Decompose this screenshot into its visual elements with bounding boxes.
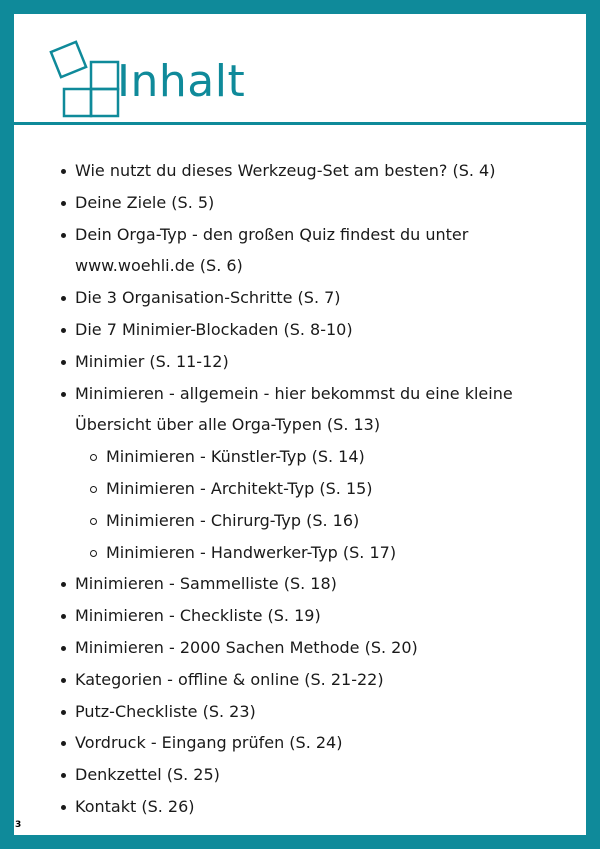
page-title: Inhalt <box>117 56 246 107</box>
toc-item: Deine Ziele (S. 5) <box>14 187 586 219</box>
toc-subitem: Minimieren - Architekt-Typ (S. 15) <box>14 473 586 505</box>
toc-item-continuation: Übersicht über alle Orga-Typen (S. 13) <box>75 415 381 435</box>
toc-subitem: Minimieren - Chirurg-Typ (S. 16) <box>14 505 586 537</box>
stacked-squares-logo-icon <box>46 38 126 118</box>
toc-item: Minimieren - Checkliste (S. 19) <box>14 600 586 632</box>
toc-subitem: Minimieren - Handwerker-Typ (S. 17) <box>14 537 586 569</box>
document-page <box>14 14 586 835</box>
toc-item-continuation: www.woehli.de (S. 6) <box>75 256 243 276</box>
toc-item: Dein Orga-Typ - den großen Quiz findest du unter <box>14 219 586 251</box>
toc-item: Putz-Checkliste (S. 23) <box>14 696 586 728</box>
toc-item: Wie nutzt du dieses Werkzeug-Set am besten? (S. 4) <box>14 155 586 187</box>
page-number: 3 <box>15 820 22 830</box>
table-of-contents <box>14 155 586 823</box>
header-divider <box>14 122 586 125</box>
toc-item: Die 7 Minimier-Blockaden (S. 8-10) <box>14 314 586 346</box>
toc-item: Minimieren - allgemein - hier bekommst du eine kleine <box>14 378 586 410</box>
toc-item: Vordruck - Eingang prüfen (S. 24) <box>14 727 586 759</box>
toc-item: Minimieren - Sammelliste (S. 18) <box>14 568 586 600</box>
toc-item: Die 3 Organisation-Schritte (S. 7) <box>14 282 586 314</box>
toc-item: Minimier (S. 11-12) <box>14 346 586 378</box>
toc-item: Minimieren - 2000 Sachen Methode (S. 20) <box>14 632 586 664</box>
toc-item: Kategorien - offline & online (S. 21-22) <box>14 664 586 696</box>
page-header <box>14 14 586 124</box>
toc-subitem: Minimieren - Künstler-Typ (S. 14) <box>14 441 586 473</box>
toc-item: Kontakt (S. 26) <box>14 791 586 823</box>
toc-item: Denkzettel (S. 25) <box>14 759 586 791</box>
